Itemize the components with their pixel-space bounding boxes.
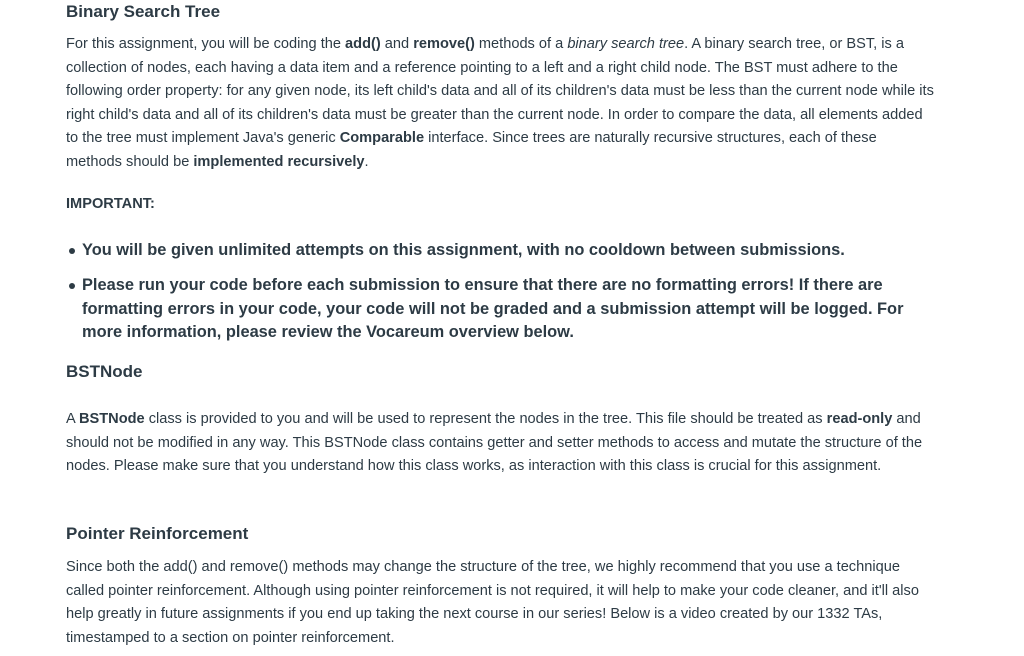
bstnode-text-1: A <box>66 411 79 427</box>
recursive-term: implemented recursively <box>193 153 365 170</box>
intro-text-5: interface. Since trees are naturally recursive structures, each of these methods should be <box>66 130 877 170</box>
bstnode-class-name: BSTNode <box>78 411 145 427</box>
intro-text-4: . A binary search tree, or BST, is a collection of nodes, each having a data item and a reference pointing to a left and a right child node. The BST must adhere to the following order property: for any given node, its left child's data and all of its children's data must be less than the current node while its right child's data and all of its children's data must be greater than the current node. In order to compare the data, all elements added to the tree must implement Java's generic <box>66 36 934 146</box>
important-label: IMPORTANT: <box>66 196 155 212</box>
intro-text-2: and <box>380 36 414 52</box>
remove-method-name: remove() <box>413 36 475 52</box>
list-item: Please run your code before each submission to ensure that there are no formatting errors! If there are formatting errors in your code, your code will not be graded and a submission attempt will be logged. For more information, please review the Vocareum overview below. <box>66 274 936 345</box>
important-list-2 <box>66 274 936 345</box>
pointer-reinforcement-heading: Pointer Reinforcement <box>66 524 249 543</box>
comparable-term: Comparable <box>339 130 425 146</box>
intro-text-3: methods of a <box>474 36 568 52</box>
add-method-name: add() <box>345 36 381 52</box>
bstnode-text-3: and should not be modified in any way. This BSTNode class contains getter and setter methods to access and mutate the structure of the nodes. Please make sure that you understand how this class works, as interaction with this class is crucial for this assignment. <box>66 411 923 474</box>
intro-text-1: For this assignment, you will be coding the <box>66 36 346 52</box>
read-only-term: read-only <box>826 411 893 427</box>
pointer-reinforcement-paragraph: Since both the add() and remove() methods may change the structure of the tree, we highly recommend that you use a technique called pointer reinforcement. Although using pointer reinforcement is not required, it will help to make your code cleaner, and it'll also help greatly in future assignments if you end up taking the next course in our series! Below is a video created by our 1332 TAs, timestamped to a section on pointer reinforcement. <box>66 559 919 646</box>
list-item: You will be given unlimited attempts on this assignment, with no cooldown between submissions. <box>66 239 936 263</box>
bstnode-paragraph <box>66 408 936 479</box>
important-list-1 <box>66 239 936 263</box>
intro-paragraph <box>66 33 936 174</box>
bstnode-text-2: class is provided to you and will be used to represent the nodes in the tree. This file should be treated as <box>144 411 827 427</box>
intro-text-6: . <box>364 153 369 170</box>
page-title: Binary Search Tree <box>66 2 221 21</box>
bst-term: binary search tree <box>567 36 685 52</box>
bstnode-heading: BSTNode <box>66 362 143 381</box>
